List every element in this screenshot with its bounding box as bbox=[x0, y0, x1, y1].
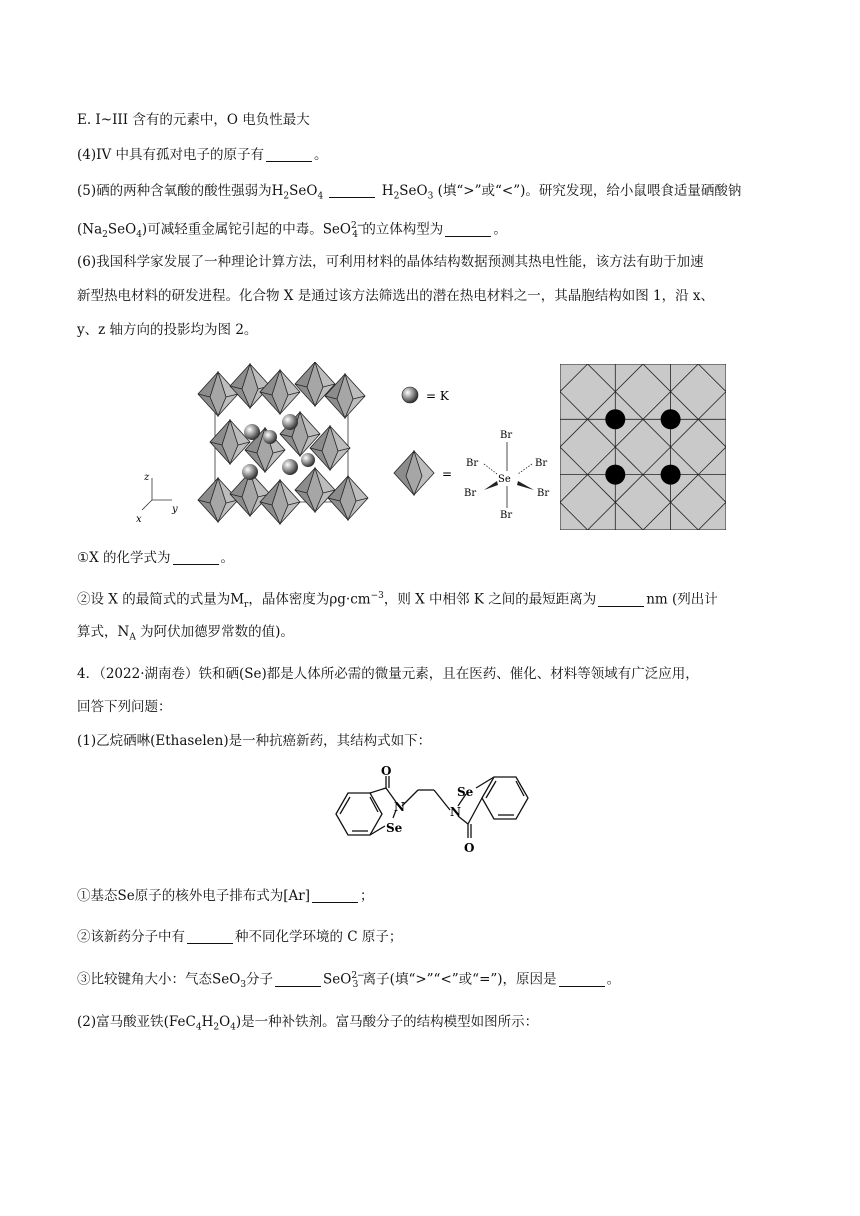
problem-4-q1: (1)乙烷硒啉(Ethaselen)是一种抗癌新药，其结构式如下： bbox=[77, 733, 432, 749]
answer-blank[interactable] bbox=[445, 222, 491, 237]
axis-x-label: x bbox=[136, 514, 142, 525]
question-6-line2: 新型热电材料的研发进程。化合物 X 是通过该方法筛选出的潜在热电材料之一，其晶胞结构如图 1，沿 x、 bbox=[77, 288, 714, 304]
crystal-cell-figure bbox=[130, 362, 390, 532]
answer-blank[interactable] bbox=[598, 592, 644, 607]
answer-blank[interactable] bbox=[312, 888, 358, 903]
br-left-top: Br bbox=[466, 458, 479, 469]
se-center: Se bbox=[498, 474, 511, 485]
option-e: E. I~III 含有的元素中，O 电负性最大 bbox=[77, 112, 310, 128]
answer-blank[interactable] bbox=[173, 550, 219, 565]
question-5-line2: $(Na_2SeO_4)$可减轻重金属铊引起的中毒。SeO$^{2-}_4$ 的立体构型为 。 bbox=[77, 221, 507, 241]
selenium-1: Se bbox=[386, 821, 403, 835]
answer-blank[interactable] bbox=[266, 147, 312, 162]
question-6-line3: y、z 轴方向的投影均为图 2。 bbox=[77, 322, 258, 338]
ethaselen-structure bbox=[330, 762, 530, 862]
axis-y-label: y bbox=[172, 504, 178, 515]
br-top: Br bbox=[500, 430, 513, 441]
legend-k-label: = K bbox=[426, 389, 449, 403]
nitrogen-1: N bbox=[394, 800, 405, 814]
br-left-bottom: Br bbox=[464, 488, 477, 499]
br-right-top: Br bbox=[535, 458, 548, 469]
selenium-2: Se bbox=[457, 785, 474, 799]
oxygen-2: O bbox=[464, 841, 475, 855]
question-6-i: ①X 的化学式为 。 bbox=[77, 550, 235, 566]
question-5-line1: (5)硒的两种含氧酸的酸性强弱为$H_2SeO_4$ $H_2SeO_3$ (填“>”或“<”)。研究发现，给小鼠喂食适量硒酸钠 bbox=[77, 183, 742, 202]
answer-blank[interactable] bbox=[187, 929, 233, 944]
problem-4-q2: (2)富马酸亚铁$(FeC_4H_2O_4)$是一种补铁剂。富马酸分子的结构模型如图所示： bbox=[77, 1014, 539, 1033]
projection-figure bbox=[560, 364, 726, 530]
problem-4-ii: ②该新药分子中有 种不同化学环境的 C 原子； bbox=[77, 929, 403, 945]
answer-blank[interactable] bbox=[275, 972, 321, 987]
problem-4-i: ①基态Se原子的核外电子排布式为[Ar] ； bbox=[77, 888, 374, 904]
problem-4-iii: ③比较键角大小：气态SeO$_3$分子 SeO$^{2-}_3$ 离子(填“>”“<”或“=”)，原因是 。 bbox=[77, 971, 621, 991]
oxygen-1: O bbox=[381, 764, 392, 778]
question-4-text: (4)IV 中具有孤对电子的原子有 。 bbox=[77, 147, 328, 163]
question-6-ii-line2: 算式，$N_A$ 为阿伏加德罗常数的值)。 bbox=[77, 624, 294, 643]
nitrogen-2: N bbox=[450, 805, 461, 819]
question-6-line1: (6)我国科学家发展了一种理论计算方法，可利用材料的晶体结构数据预测其热电性能，该方法有助于加速 bbox=[77, 254, 704, 270]
legend-eq: = bbox=[442, 467, 453, 481]
problem-4-line1: 4．（2022·湖南卷）铁和硒(Se)都是人体所必需的微量元素，且在医药、催化、材料等领域有广泛应用， bbox=[77, 666, 699, 682]
answer-blank[interactable] bbox=[329, 183, 375, 198]
axis-z-label: z bbox=[144, 472, 150, 483]
answer-blank[interactable] bbox=[559, 972, 605, 987]
br-bottom: Br bbox=[500, 510, 513, 521]
br-right-bottom: Br bbox=[537, 488, 550, 499]
problem-4-line2: 回答下列问题： bbox=[77, 699, 172, 715]
legend bbox=[392, 378, 562, 528]
question-6-ii-line1: ②设 X 的最简式的式量为$M_r$，晶体密度为$\rho g\cdot cm^{-3}$，则 X 中相邻 K 之间的最短距离为 nm (列出计 bbox=[77, 591, 718, 611]
